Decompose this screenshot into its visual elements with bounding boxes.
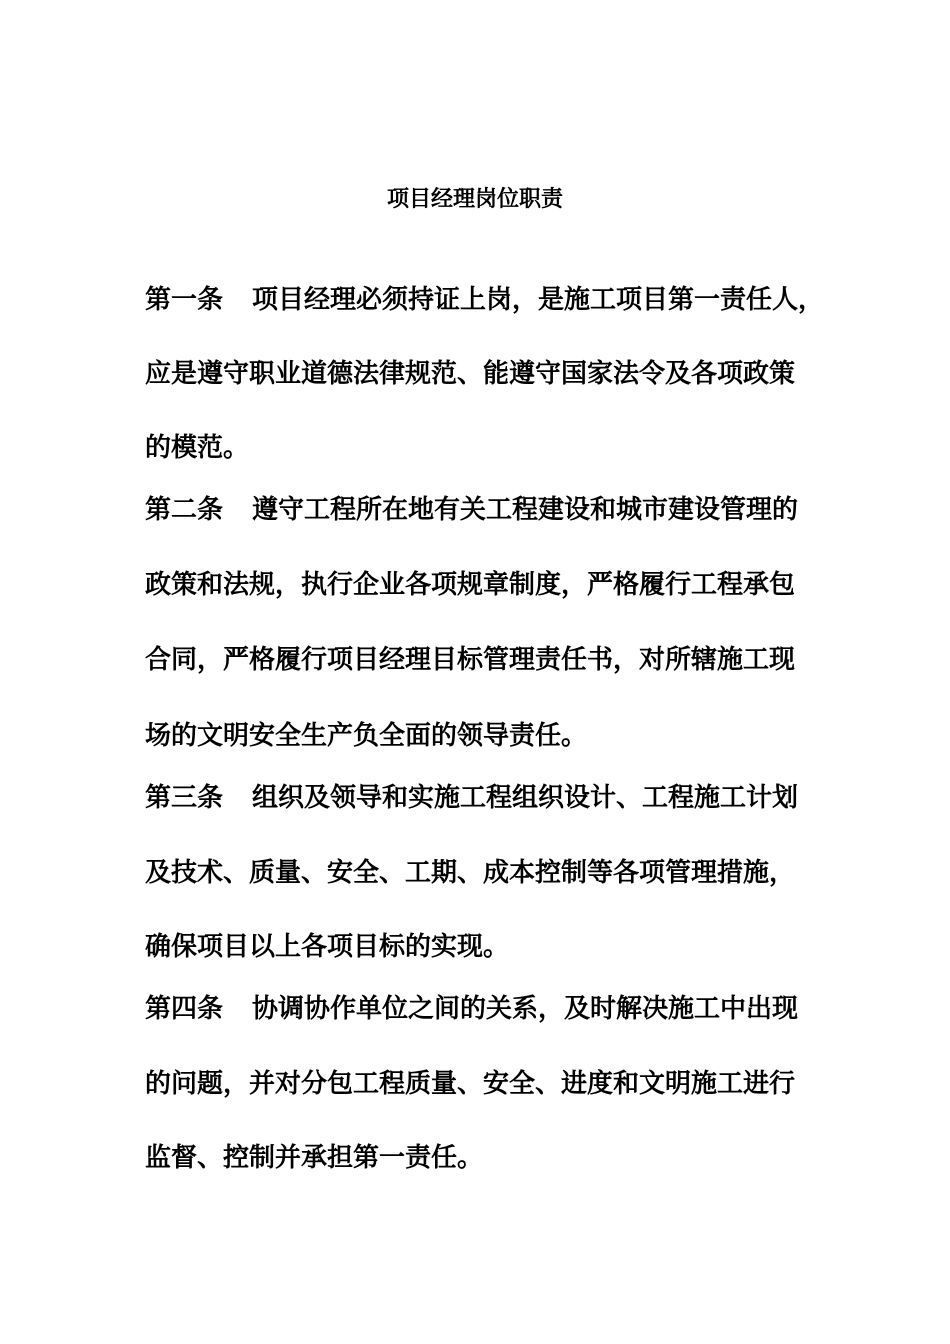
article-4-text: 协调协作单位之间的关系，及时解决施工中出现 [252, 994, 799, 1024]
article-2-line-1 [145, 492, 845, 528]
article-1-text: 项目经理必须持证上岗，是施工项目第一责任人， [252, 285, 825, 315]
article-2-text: 遵守工程所在地有关工程建设和城市建设管理的 [252, 495, 799, 525]
article-4-label: 第四条 [145, 994, 224, 1024]
article-3-line-1 [145, 780, 845, 816]
article-3-line-2: 及技术、质量、安全、工期、成本控制等各项管理措施， [145, 858, 796, 888]
article-4-line-3: 监督、控制并承担第一责任。 [145, 1143, 484, 1173]
article-2-line-2: 政策和法规，执行企业各项规章制度，严格履行工程承包 [145, 570, 796, 600]
article-2-line-3: 合同，严格履行项目经理目标管理责任书，对所辖施工现 [145, 645, 796, 675]
article-3-label: 第三条 [145, 783, 224, 813]
article-2-label: 第二条 [145, 495, 224, 525]
document-title: 项目经理岗位职责 [386, 186, 563, 212]
article-3-text: 组织及领导和实施工程组织设计、工程施工计划 [252, 783, 799, 813]
article-4-line-1 [145, 991, 845, 1027]
article-1-line-3: 的模范。 [145, 433, 250, 463]
article-1-line-1 [145, 282, 845, 318]
article-2-line-4: 场的文明安全生产负全面的领导责任。 [145, 721, 588, 751]
article-1-line-2: 应是遵守职业道德法律规范、能遵守国家法令及各项政策 [145, 359, 796, 389]
article-1-label: 第一条 [145, 285, 224, 315]
article-3-line-3: 确保项目以上各项目标的实现。 [145, 932, 510, 962]
article-4-line-2: 的问题，并对分包工程质量、安全、进度和文明施工进行 [145, 1069, 796, 1099]
